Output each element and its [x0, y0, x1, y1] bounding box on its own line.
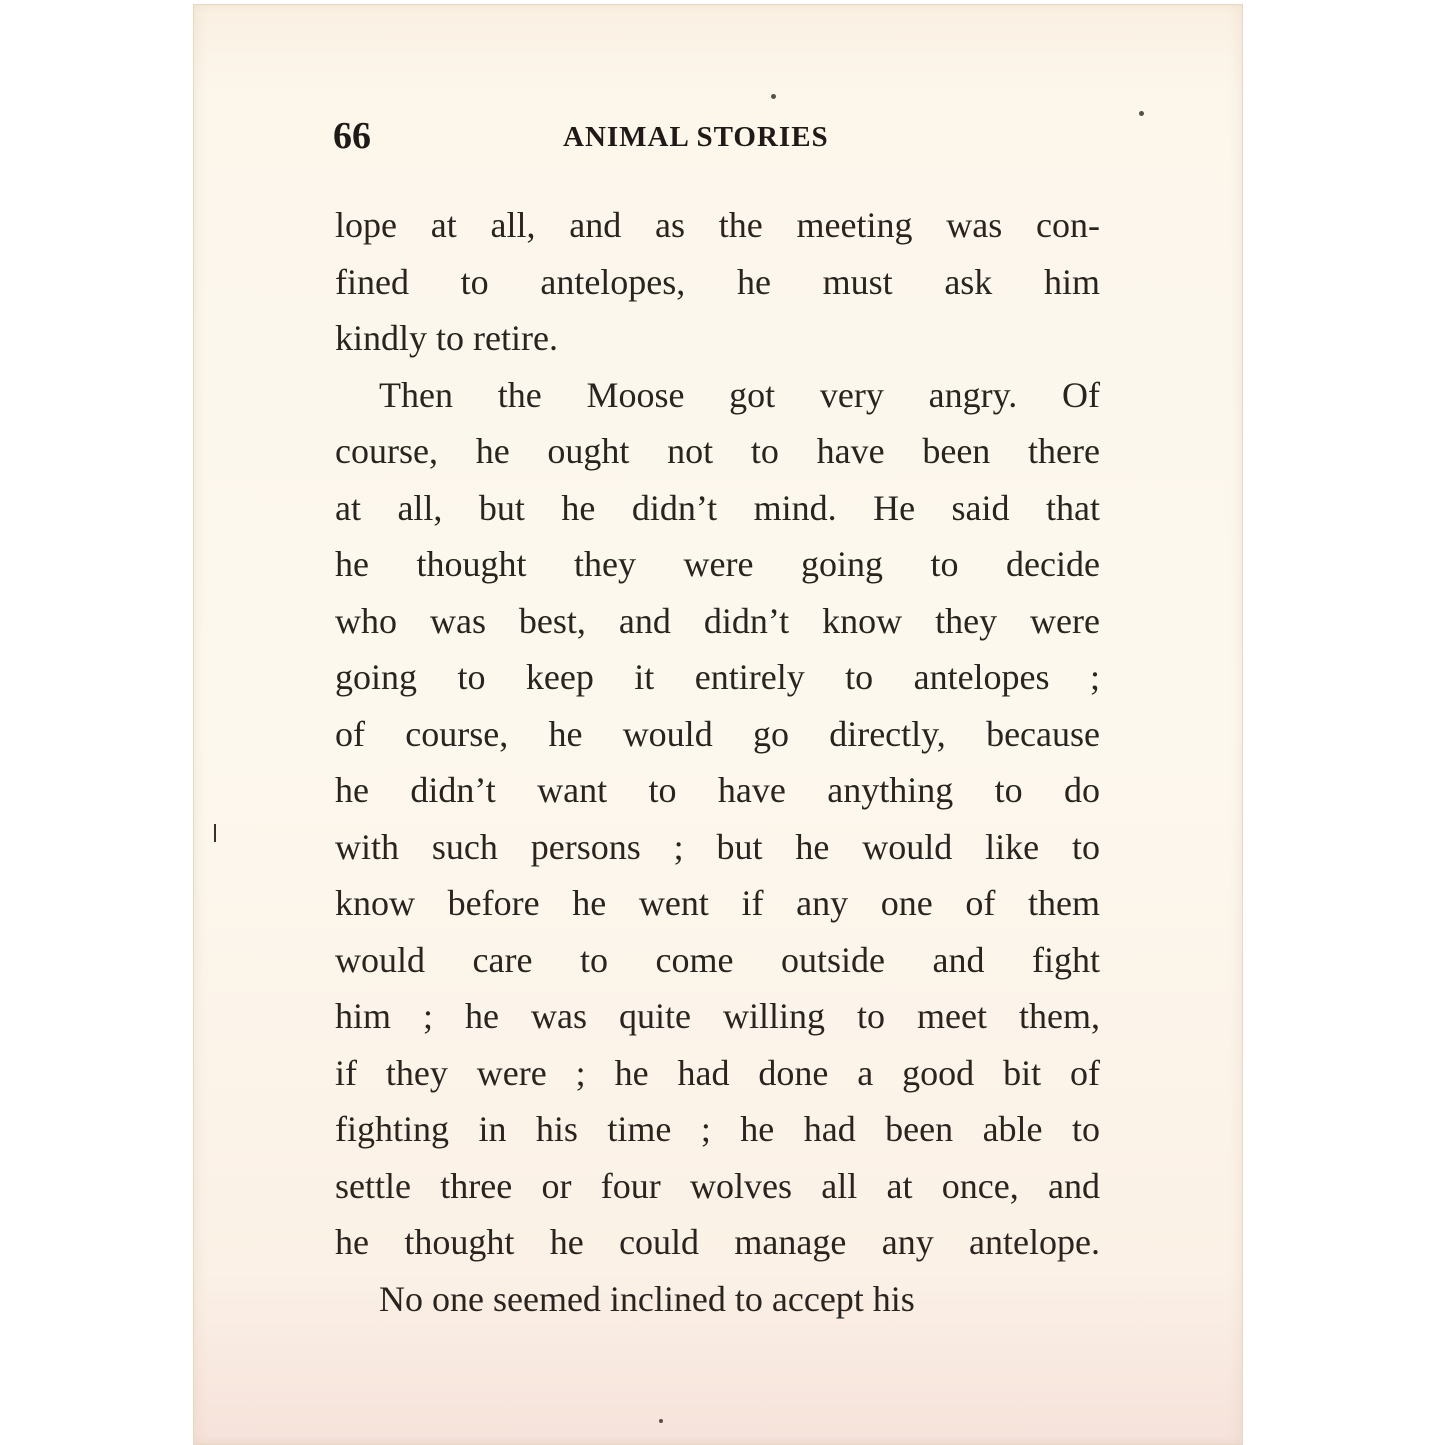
text-line: he thought he could manage any antelope.	[335, 1222, 1100, 1262]
text-line: of course, he would go directly, because	[335, 713, 1100, 754]
paper-speck	[659, 1419, 663, 1423]
text-line: he thought they were going to decide	[335, 544, 1100, 584]
text-line: lope at all, and as the meeting was con-	[335, 205, 1100, 245]
text-line: if they were ; he had done a good bit of	[335, 1052, 1100, 1093]
text-line: No one seemed inclined to accept his	[379, 1278, 915, 1319]
text-line: him ; he was quite willing to meet them,	[335, 996, 1100, 1036]
text-line: Then the Moose got very angry. Of	[379, 374, 1100, 415]
text-line: would care to come outside and fight	[335, 939, 1100, 980]
text-line: know before he went if any one of them	[335, 883, 1100, 923]
text-line: going to keep it entirely to antelopes ;	[335, 657, 1100, 697]
text-line: he didn’t want to have anything to do	[335, 770, 1100, 810]
paper-mark	[214, 824, 216, 842]
text-line: who was best, and didn’t know they were	[335, 600, 1100, 641]
book-page	[193, 4, 1243, 1445]
paper-speck	[1139, 111, 1144, 116]
text-line: fighting in his time ; he had been able to	[335, 1109, 1100, 1149]
text-line: kindly to retire.	[335, 318, 558, 358]
text-line: fined to antelopes, he must ask him	[335, 261, 1100, 302]
paper-speck	[771, 94, 776, 99]
text-line: settle three or four wolves all at once, and	[335, 1165, 1100, 1206]
page-number: 66	[333, 115, 371, 157]
text-line: course, he ought not to have been there	[335, 431, 1100, 471]
text-line: with such persons ; but he would like to	[335, 826, 1100, 867]
running-title: ANIMAL STORIES	[563, 121, 829, 153]
text-line: at all, but he didn’t mind. He said that	[335, 487, 1100, 528]
page-header	[333, 114, 1098, 158]
body-text	[335, 197, 1100, 1327]
